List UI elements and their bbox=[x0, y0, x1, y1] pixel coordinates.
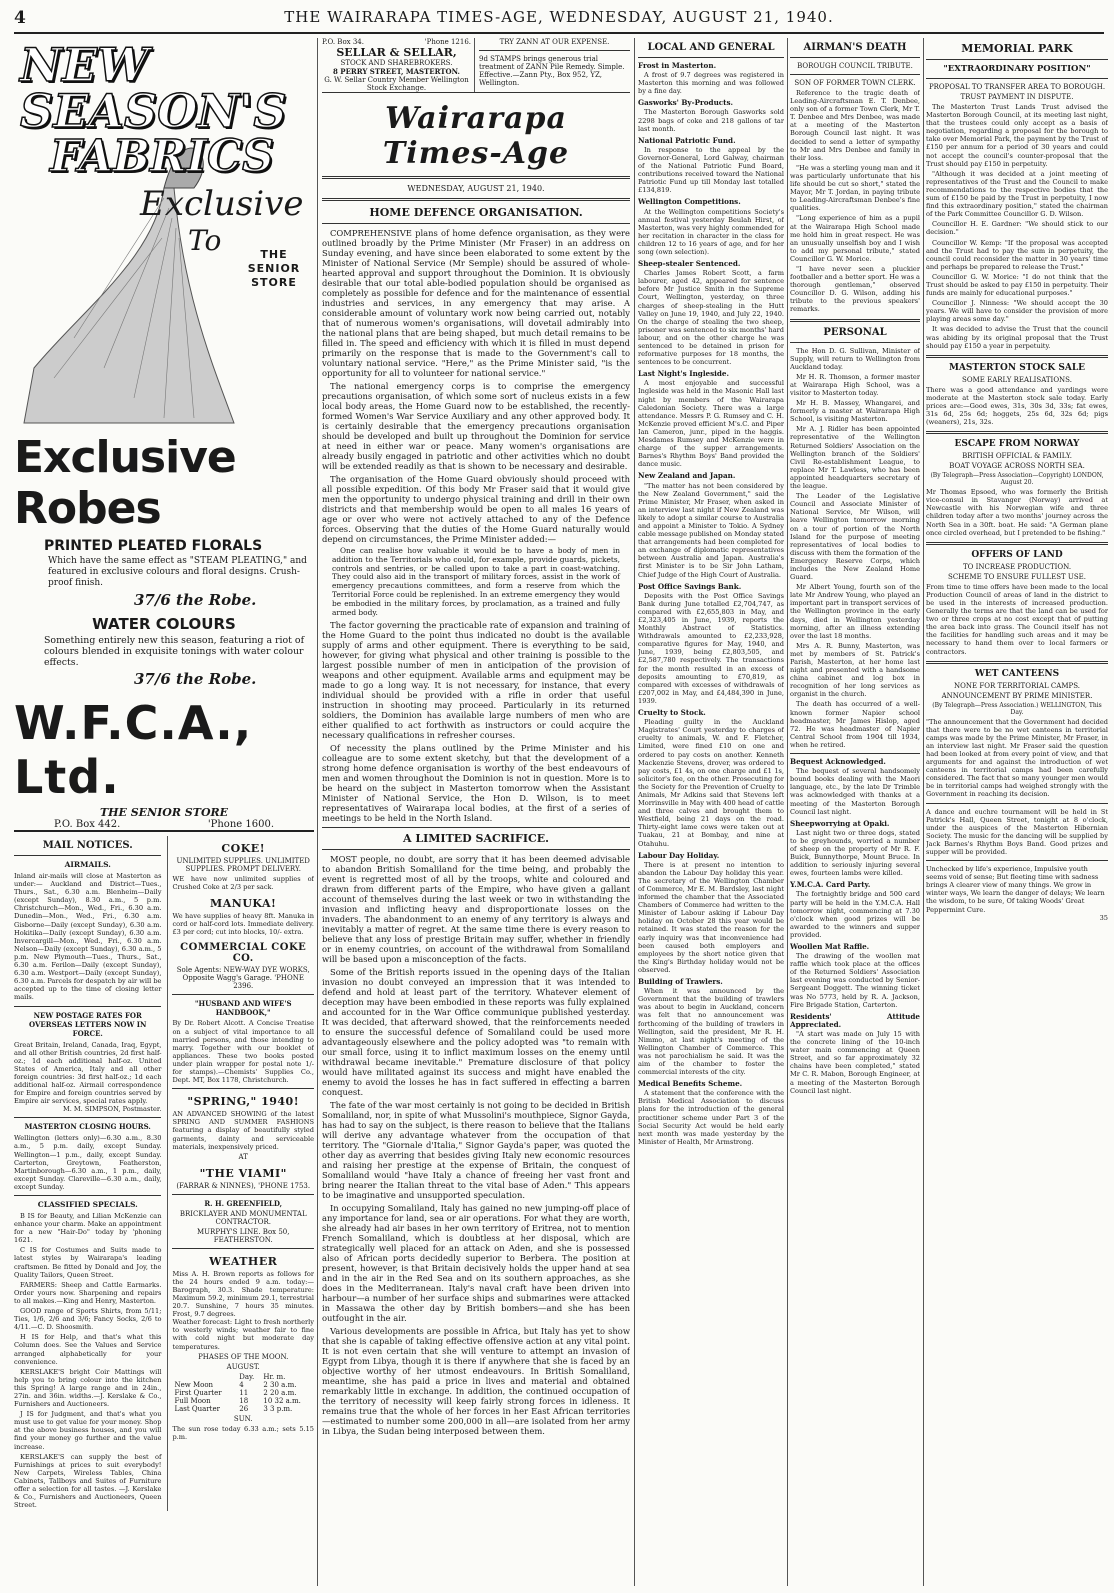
table-cell: Last Quarter bbox=[174, 1404, 220, 1413]
item-text: "A start was made on July 15 with the concrete lining of the 10-inch water main commencing at Queen Street, and so far approximately 32 chains have been completed," stated Mr C. R. Mabon, Borough Engineer, at a meeting of the Masterton Borough Council last night. bbox=[790, 1029, 920, 1095]
escape-text: Mr Thomas Epsoed, who was formerly the British vice-consul in Stavanger (Norway) arrived at Newcastle with his Norwegian wife and three children today after a two months' journey across the North Sea in a 30ft. boat. He said: "A German plane once circled overhead, but I pretended to be fishing." bbox=[926, 488, 1108, 537]
airman-title: AIRMAN'S DEATH bbox=[803, 42, 907, 53]
paragraph: Various developments are possible in Africa, but Italy has yet to show that she is capable of taking effective offensive action at any vital point. It is not even certain that she will venture to attempt an invasion of Egypt from Libya, though it is there if anywhere that she is faced by an objective worthy of her utmost endeavours. In British Somaliland, meantime, she has paid a price in lives and material and obtained remarkably little in exchange. In addition, the continued occupation of the territory of necessity will keep fairly strong forces in idleness. It remains true that the whole of her forces in her East African territories—estimated to number some 200,000 in all—are isolated from her army in Libya, the Sudan being interposed between them. bbox=[322, 1326, 630, 1437]
airmails-text: Inland air-mails will close at Masterton as under:— Auckland and District—Tues., Thurs., Sat., 6.30 a.m. Blenheim—Daily (except Sunday), 8.30 a.m., 5 p.m. Christchurch—Mon., Wed., Fri., 6.30 a.m. Dunedin—Mon., Wed., Fri., 6.30 a.m. Gisborne—Daily (except Sunday), 6.30 a.m. Hokitika—Daily (except Sunday), 6.30 a.m. Invercargill—Mon., Wed., Fri., 6.30 a.m. Nelson—Daily (except Sunday), 6.30 a.m., 5 p.m. New Plymouth—Tues., Thurs., Sat., 6.30 a.m. Ferilon—Daily (except Sunday), 6.30 a.m. Westport—Daily (except Sunday), 6.30 a.m. Parcels for despatch by air will be accepted up to the time of closing letter mails. bbox=[14, 872, 162, 1002]
weather-title: WEATHER bbox=[209, 1254, 278, 1268]
handbook-text: By Dr. Robert Alcott. A Concise Treatise on a subject of vital importance to all married persons, and those intending to marry. Together with our booklet of appliances. These two books posted under plain wrapper for postal note 1/- for stamps).—Chemists' Supplies Co., Dept. MT, Box 1178, Christchurch. bbox=[172, 1019, 314, 1085]
land-sub2: SCHEME TO ENSURE FULLEST USE. bbox=[948, 572, 1086, 581]
spring-at: AT bbox=[238, 1152, 248, 1161]
divider bbox=[926, 661, 1108, 664]
greenfield-name: R. H. GREENFIELD, bbox=[204, 1198, 283, 1208]
memorial-title: MEMORIAL PARK bbox=[961, 42, 1073, 55]
classified-item: H IS for Help, and that's what this Column does. See the Values and Service arranged alphabetically for your convenience. bbox=[14, 1333, 162, 1366]
paragraph: Councillor J. Ninness: "We should accept the 30 years. We will have to consider the provision of more playing areas some day." bbox=[926, 299, 1108, 324]
personal-body bbox=[790, 347, 920, 1095]
memorial-quote: "EXTRAORDINARY POSITION" bbox=[943, 64, 1091, 74]
table-cell bbox=[172, 1373, 237, 1381]
divider bbox=[14, 1117, 161, 1118]
item-text: Deposits with the Post Office Savings Bank during June totalled £2,704,747, as compared with £2,655,803 in May, and £2,323,405 in June, 1939, reports the Monthly Abstract of Statistics. Withdrawals amounted to £2,233,928, comparative figures for May, 1940, and June, 1939, being £2,803,505, and £2,587,780 respectively. The transactions for the month resulted in an excess of deposits amounting to £70,819, as compared with excesses of withdrawals of £207,002 in May, and £4,484,390 in June, 1939. bbox=[638, 591, 784, 705]
peppermint-poem: Unchecked by life's experience, Impulsive youth seems void of sense; But fleeting time with sadness brings A clearer view of many things. We grow in winter ways, We learn the danger of delays; We learn the wisdom, to be sure, Of taking Woods' Great Peppermint Cure. bbox=[926, 865, 1105, 914]
divider bbox=[14, 1006, 161, 1007]
zann-text: 9d STAMPS brings generous trial treatment of ZANN Pile Remedy. Simple. Effective.—Zann Pty., Box 952, YZ, Wellington. bbox=[479, 55, 625, 87]
postmaster-sign: M. M. SIMPSON, Postmaster. bbox=[62, 1105, 162, 1114]
masthead: Wairarapa Times-Age bbox=[382, 101, 570, 171]
paragraph: In occupying Somaliland, Italy has gained no new jumping-off place of any importance for land, sea or air operations. For what they are worth, she already had air bases in her own territory of Eritrea, not to mention French Somaliland, which is doubtless at her disposal, which are strategically well placed for an attack on Aden, and she is possessed also of African ports decidedly superior to Berbera. The position at present, however, is that Britain decisively holds the upper hand at sea and in the air in the Red Sea and on its southern approaches, as she does in the Mediterranean. Italy's naval craft have been driven into harbour—a number of her surface ships and submarines were attacked in Massawa the other day by British bombers—and she has been outfought in the air. bbox=[322, 1203, 630, 1324]
coke-agents: Sole Agents: NEW-WAY DYE WORKS, Opposite Wagg's Garage. 'PHONE 2396. bbox=[176, 966, 310, 991]
sellar-sub: STOCK AND SHAREBROKERS. bbox=[340, 59, 453, 67]
divider bbox=[322, 827, 630, 828]
classified-item: B IS for Beauty, and Lilian McKenzie can enhance your charm. Make an appointment for a new "Hair-Do" today by 'phoning 1621. bbox=[14, 1212, 162, 1245]
airman-sub2: SON OF FORMER TOWN CLERK. bbox=[794, 79, 916, 87]
item-heading: Wellington Competitions. bbox=[638, 197, 741, 207]
canteen-text: "The announcement that the Government had decided that there were to be no wet canteens in territorial camps was made by the Prime Minister, Mr Fraser, in an interview last night. Mr Fraser said the question had been looked at from every point of view, and that arguments for and against the introduction of wet canteens in territorial camps had been carefully considered. The fact that so many younger men would be in territorial camps had weighed strongly with the Government in reaching its decision. bbox=[926, 717, 1108, 799]
editorial-body-1 bbox=[322, 228, 630, 823]
running-title: THE WAIRARAPA TIMES-AGE, WEDNESDAY, AUGUST 21, 1940. bbox=[284, 8, 834, 26]
col1-lower bbox=[14, 836, 314, 1511]
paragraph: "He was a sterling young man and it was particularly unfortunate that his life should be cut so short," stated the Mayor, Mr T. Jordan, in paying tribute to Leading-Aircraftsman Denbee's fine qualities. bbox=[790, 163, 920, 213]
weather-forecast: Weather forecast: Light to fresh northerly to westerly winds; weather fair to fine with cold night but moderate day temperatures. bbox=[172, 1318, 314, 1351]
paragraph: MOST people, no doubt, are sorry that it has been deemed advisable to abandon British Somaliland for the time being, and probably the event is regretted most of all by the troops, white and coloured and drawn from different parts of the Empire, who have given a gallant account of themselves during the last week or two in withstanding the invasion and inflicting heavy and disproportionate losses on the invaders. The abandonment to an enemy of any territory is always and inevitably a matter of regret. At the same time there is every reason to believe that any loss of prestige Britain may suffer, whether in friendly or in enemy countries, on account of the withdrawal from Somaliland will be based upon a misconception of the facts. bbox=[322, 854, 630, 965]
table-cell: 4 bbox=[239, 1380, 244, 1389]
paragraph: Mrs A. R. Bunny, Masterton, was met by members of St. Patrick's Parish, Masterton, at her home last night and presented with a handsome china cabinet and log box in recognition of her long services as organist in the church. bbox=[790, 641, 920, 699]
weather-text: Miss A. H. Brown reports as follows for the 24 hours ended 9 a.m. today:—Barograph, 30.3. Shade temperature: Maximum 59.2, minimum 29.1, terrestrial 20.7. Sunshine, 7 hours 35 minutes. Frost, 9.7 degrees. bbox=[172, 1269, 314, 1319]
viami-sub: (FARRAR & NINNES), 'PHONE 1753. bbox=[176, 1181, 311, 1190]
viami-title: "THE VIAMI" bbox=[199, 1166, 287, 1180]
divider bbox=[322, 849, 630, 850]
table-row bbox=[172, 1389, 314, 1397]
paragraph: The factor governing the practicable rate of expansion and training of the Home Guard to the point thus indicated no doubt is the available supply of arms and other equipment. There is everything to be said, however, for giving what physical and other training is possible to the largest possible number of men in anticipation of the provision of weapons and other equipment. Available arms and equipment may be made to go a long way. It is not necessary, for instance, that every individual should be provided with a rifle in order that useful instruction in shooting may proceed. Particularly in its returned soldiers, the Dominion has available large numbers of men who are either qualified to act forthwith as instructors or could acquire the necessary qualifications in refresher courses. bbox=[322, 620, 630, 741]
table-cell: 18 bbox=[239, 1396, 249, 1405]
sellar-contact bbox=[322, 38, 471, 46]
postage-heading: NEW POSTAGE RATES FOR OVERSEAS LETTERS NOW IN FORCE. bbox=[29, 1010, 147, 1038]
fabrics-heading: FABRICS bbox=[50, 131, 274, 182]
classified-item: FARMERS: Sheep and Cattle Earmarks. Order yours now. Sharpening and repairs to all makes.—King and Henry, Masterton. bbox=[14, 1280, 162, 1305]
item-heading: Building of Trawlers. bbox=[638, 977, 723, 987]
column-memorial-park bbox=[926, 38, 1108, 1586]
item-text: At the Wellington competitions Society's annual festival yesterday Beulah Hirst, of Masterton, was very highly commended for her recitation in character in the class for children 12 to 16 years of age, and for her song (own selection). bbox=[638, 207, 784, 256]
new-seasons-heading: NEW SEASON'S bbox=[20, 38, 287, 138]
sellar-name: SELLAR & SELLAR, bbox=[336, 46, 457, 59]
escape-sub2: BOAT VOYAGE ACROSS NORTH SEA. bbox=[949, 462, 1085, 471]
table-cell: Hr. m. bbox=[263, 1372, 286, 1381]
table-cell: First Quarter bbox=[174, 1388, 222, 1397]
airman-body bbox=[790, 89, 920, 314]
item-text: A statement that the conference with the British Medical Association to discuss plans for the introduction of the general practitioner scheme under Part 3 of the Social Security Act would be held early next month was made yesterday by the Minister of Health, Mr Armstrong. bbox=[638, 1089, 784, 1146]
item-text: The fortnightly bridge and 500 card party will be held in the Y.M.C.A. Hall tomorrow night, commencing at 7.30 o'clock when good prizes will be awarded to the winners and supper provided. bbox=[790, 890, 920, 939]
paragraph: Mr H. B. Massey, Whangarei, and formerly a master at Wairarapa High School, is visiting Masterton. bbox=[790, 399, 920, 424]
divider bbox=[926, 860, 1108, 861]
divider bbox=[322, 198, 630, 201]
divider bbox=[14, 855, 161, 856]
item-heading: Frost in Masterton. bbox=[638, 61, 717, 70]
divider bbox=[172, 1194, 314, 1195]
greenfield-sub: BRICKLAYER AND MONUMENTAL CONTRACTOR. bbox=[179, 1209, 307, 1226]
paragraph: The fate of the war most certainly is not going to be decided in British Somaliland, nor, in spite of what Mussolini's mouthpiece, Signor Gayda, has had to say on the subject, is there reason to believe that the Italians will derive any advantage whatever from the occupation of that territory. The "Giornale d'Italia," Signor Gayda's paper, was quoted the other day as averring that besides giving Italy new economic resources and raising her prestige at the expense of Britain, the conquest of Somaliland would "have Italy a chance of freeing her vast front and bring nearer the Italian threat to the vital base of Aden." This appears to be imaginative and unsupported speculation. bbox=[322, 1100, 630, 1201]
divider bbox=[479, 50, 630, 51]
divider bbox=[926, 542, 1108, 545]
to-script: To bbox=[188, 224, 222, 257]
canteen-title: WET CANTEENS bbox=[974, 668, 1060, 679]
item-text: The bequest of several handsomely bound books dealing with the Maori language, etc., by the late Dr Trimble was acknowledged with thanks at a meeting of the Masterton Borough Council last night. bbox=[790, 767, 920, 816]
item-text: The Masterton Borough Gasworks sold 2298 bags of coke and 218 gallons of tar last month. bbox=[638, 108, 784, 133]
item-heading: Woollen Mat Raffle. bbox=[790, 942, 870, 951]
po-box: P.O. Box 442. bbox=[54, 819, 121, 830]
item-heading: National Patriotic Fund. bbox=[638, 135, 736, 145]
table-cell: Day. bbox=[239, 1372, 255, 1381]
item-heading: Gasworks' By-Products. bbox=[638, 98, 734, 108]
item-text: When it was announced by the Government that the building of trawlers was about to begin in Auckland, concern was felt that no announcement was forthcoming of the building of trawlers in Wellington, said the president, Mr R. H. Nimmo, at last night's meeting of the Wellington Chamber of Commerce. This was not parochialism he said. It was the aim of the chamber to foster the commercial interests of the city. bbox=[638, 987, 784, 1077]
mail-section bbox=[14, 836, 161, 1511]
divider bbox=[172, 1248, 314, 1249]
column-rule bbox=[787, 38, 788, 1586]
divider bbox=[322, 176, 630, 179]
stock-text: There was a good attendance and yardings were moderate at the Masterton stock sale today. Early prices are:—Good ewes, 31s, 30s 3d, 33s; fat ewes, 31s 6d, 25s 6d; hoggets, 25s 6d, 32s 6d; pigs (weaners), 21s, 32s. bbox=[926, 385, 1108, 427]
item-text: In response to the appeal by the Governor-General, Lord Galway, chairman of the National Patriotic Fund Board, contributions received toward the National Patriotic Fund up till Monday last totalled £134,819. bbox=[638, 145, 784, 195]
table-cell: 2 20 a.m. bbox=[263, 1388, 297, 1397]
paragraph: The organisation of the Home Guard obviously should proceed with all possible expedition. Of this body Mr Fraser said that it would give men the opportunity to undergo physical training and drill in their own districts and that membership would be open to all males 16 years of age or over who were not actively attached to any of the Defence forces. Observing that the duties of the Home Guard naturally would depend on circumstances, the Prime Minister added:— bbox=[322, 474, 630, 544]
paragraph: "I have never seen a pluckier footballer and a better sport. He was a thorough gentleman," observed Councillor D. G. Wilson, adding his tribute to the previous speakers' remarks. bbox=[790, 264, 920, 314]
florals-price: 37/6 the Robe. bbox=[134, 591, 257, 609]
editorial-date: WEDNESDAY, AUGUST 21, 1940. bbox=[407, 184, 545, 193]
classified-item: KERSLAKE'S can supply the best of Furnishings at prices to suit everybody! New Carpets, Wireless Tables, China Cabinets, Tallboys and Suites of Furniture offer a selection for all tastes. —J. Kerslake & Co., Furnishers and Auctioneers, Queen Street. bbox=[14, 1452, 162, 1510]
table-row bbox=[172, 1397, 314, 1405]
florals-text: Which have the same effect as "STEAM PLEATING," and featured in exclusive colours and floral designs. Crush-proof finish. bbox=[48, 556, 307, 588]
coke-sub: UNLIMITED SUPPLIES. UNLIMITED SUPPLIES. PROMPT DELIVERY. bbox=[176, 857, 310, 873]
exclusive-script: Exclusive bbox=[140, 184, 304, 224]
water-colours-text: Something entirely new this season, featuring a riot of colours blended in exquisite tonings with water colour effects. bbox=[44, 635, 305, 668]
canteen-sub: NONE FOR TERRITORIAL CAMPS. bbox=[954, 681, 1080, 690]
paragraph: Councillor W. Kemp: "If the proposal was accepted and the Trust had to pay the sum in perpetuity, the council could reconsider the matter in 30 years' time and perhaps be prepared to release the Trust." bbox=[926, 238, 1108, 271]
item-heading: Y.M.C.A. Card Party. bbox=[790, 880, 871, 890]
item-text: Last night two or three dogs, stated to be greyhounds, worried a number of sheep on the property of Mr R. F. Buick, Bunnythorpe, Mount Bruce. In addition to seriously injuring several ewes, fourteen lambs were killed. bbox=[790, 828, 920, 878]
item-heading: New Zealand and Japan. bbox=[638, 471, 736, 481]
land-title: OFFERS OF LAND bbox=[971, 549, 1063, 560]
paragraph: Mr A. J. Ridler has been appointed representative of the Wellington Returned Soldiers' Association on the Wellington branch of the Soldiers' Civil Re-establishment League, to replace Mr T. Lawless, who has been appointed headquarters secretary of the league. bbox=[790, 425, 920, 491]
divider bbox=[790, 57, 920, 58]
canteen-credit: (By Telegraph—Press Association.) WELLINGTON, This Day. bbox=[932, 701, 1102, 716]
item-heading: Medical Benefits Scheme. bbox=[638, 1079, 743, 1089]
zann-title: TRY ZANN AT OUR EXPENSE. bbox=[499, 38, 610, 46]
personal-title: PERSONAL bbox=[823, 326, 887, 338]
item-text: The drawing of the woollen mat raffle which took place at the offices of the Returned Soldiers' Association last evening was conducted by Senior-Sergeant Doggett. The winning ticket was No 5773, held by R. A. Jackson, Fire Brigade Station, Carterton. bbox=[790, 952, 920, 1009]
manuka-text: We have supplies of heavy 8ft. Manuka in cord or half-cord lots. Immediate delivery. £3 per cord; cut into blocks, 10/- extra. bbox=[172, 912, 314, 937]
memorial-body bbox=[926, 103, 1108, 350]
moon-month: AUGUST. bbox=[226, 1362, 260, 1371]
column-advert-mail bbox=[14, 38, 314, 1586]
paragraph: It was decided to advise the Trust that the council was abiding by its original proposal that the Trust should pay £150 a year in perpetuity. bbox=[926, 325, 1108, 350]
spring-title: "SPRING," 1940! bbox=[187, 1095, 300, 1109]
senior-store-tag: THE SENIOR STORE bbox=[247, 248, 301, 289]
table-cell: New Moon bbox=[174, 1380, 214, 1389]
dance-text: A dance and euchre tournament will be held in St Patrick's Hall, Queen Street, tonight at 8 o'clock, under the auspices of the Masterton Hibernian Society. The music for the dancing will be supplied by Jack Barnes's Rhythm Boys Band. Good prizes and supper will be provided. bbox=[926, 807, 1108, 856]
item-text: Charles James Robert Scott, a farm labourer, aged 42, appeared for sentence before Mr Justice Smith in the Supreme Court, Wellington, yesterday, on three charges of sheep-stealing in the Hutt Valley on June 19, 1940, and July 22, 1940. On the charge of stealing the two sheep, prisoner was sentenced to six months' hard labour, and on the other charge he was sentenced to be detained in prison for reformative purposes for 18 months, the sentences to be concurrent. bbox=[638, 269, 784, 367]
paragraph: Councillor H. E. Gardner: "We should stick to our decision." bbox=[926, 220, 1108, 237]
column-rule bbox=[634, 38, 635, 1586]
fabrics-advert bbox=[14, 38, 314, 428]
divider bbox=[172, 1088, 314, 1089]
block-quote: One can realise how valuable it would be to have a body of men in addition to the Territorials who could, for example, provide guards, pickets, controls and sentries, or be called upon to take a part in coast-watching. They could also aid in the transport of military forces, assist in the work of emergency precautions committees, and form a reserve from which the Territorial Force could be replenished. In an extreme emergency they would be embodied in the military forces, by proclamation, as a trained and fully armed body. bbox=[332, 546, 620, 617]
divider bbox=[638, 57, 784, 58]
editorial-body-2 bbox=[322, 854, 630, 1436]
item-heading: Labour Day Holiday. bbox=[638, 850, 720, 860]
sun-title: SUN. bbox=[233, 1414, 253, 1423]
paragraph: Reference to the tragic death of Leading-Aircraftsman E. T. Denbee, only son of a former Town Clerk, Mr T. T. Denbee and Mrs Denbee, was made at a meeting of the Masterton Borough Council last night. It was decided to send a letter of sympathy to Mr and Mrs Denbee and family in their loss. bbox=[790, 89, 920, 162]
top-ads bbox=[322, 38, 630, 93]
page-number: 4 bbox=[14, 8, 26, 28]
paragraph: The Leader of the Legislative Council and Associate Minister of National Service, Mr Wilson, will leave Wellington tomorrow morning on a tour of portion of the North Island for the purpose of meeting representatives of local bodies to discuss with them the formation of the Emergency Reserve Corps, which includes the New Zealand Home Guard. bbox=[790, 492, 920, 582]
paragraph: The national emergency corps is to comprise the emergency precautions organisation, of which some sort of nucleus exists in a few local body areas, the Home Guard now to be established, the recently-formed Women's War Service Auxiliary and any other approved body. It is certainly desirable that the emergency precautions organisation should be developed and built up throughout the Dominion for service at need in either war or peace. Many women's organisations are already busily engaged in patriotic and other activities which no doubt will be extended readily as that is shown to be necessary and desirable. bbox=[322, 381, 630, 471]
closing-text: Wellington (letters only)—6.30 a.m., 8.30 a.m., 5 p.m. daily, except Sunday. Wellington—1 p.m., daily, except Sunday. Carterton, Greytown, Featherston, Martinborough—6.30 a.m., 1 p.m., daily, except Sunday. Clareville—6.30 a.m., daily, except Sunday. bbox=[14, 1134, 162, 1191]
postage-text: Great Britain, Ireland, Canada, Iraq, Egypt, and all other British countries, 2d first half-oz.; 1d each additional half-oz. United States of America, Italy and all other foreign countries: 3d first half-oz.; 1d each additional half-oz. Airmail correspondence for Empire and foreign countries served by Empire air services, special rates apply. bbox=[14, 1040, 162, 1106]
sellar-ad bbox=[322, 38, 475, 92]
escape-credit: (By Telegraph—Press Association—Copyright) LONDON, August 20. bbox=[930, 472, 1104, 487]
column-local-general bbox=[638, 38, 784, 1586]
handbook-title: "HUSBAND AND WIFE'S HANDBOOK," bbox=[194, 999, 292, 1018]
paragraph: Mr Albert Young, fourth son of the late Mr Andrew Young, who played an important part in transport services of the Wellington province in the early days, died in Wellington yesterday morning, after an illness extending over the last 18 months. bbox=[790, 583, 920, 640]
spring-text: AN ADVANCED SHOWING of the latest SPRING AND SUMMER FASHIONS featuring a display of beautifully styled garments, dainty and serviceable materials, inexpensively priced. bbox=[172, 1110, 314, 1151]
item-heading: Cruelty to Stock. bbox=[638, 708, 706, 718]
item-heading: Post Office Savings Bank. bbox=[638, 581, 742, 591]
divider bbox=[790, 753, 920, 754]
coke-title: COKE! bbox=[221, 842, 266, 855]
water-colours-heading: WATER COLOURS bbox=[92, 615, 236, 633]
florals-heading: PRINTED PLEATED FLORALS bbox=[44, 538, 263, 554]
sun-text: The sun rose today 6.33 a.m.; sets 5.15 p.m. bbox=[172, 1424, 314, 1441]
item-text: There is at present no intention to abandon the Labour Day holiday this year. The secretary of the Wellington Chamber of Commerce, Mr E. M. Bardsley, last night informed the chamber that the Associated Chambers of Commerce had written to the Minister of Labour asking if Labour Day holiday on October 28 this year would be retained. It was stated the reason for the early inquiry was that inconvenience had been caused both employers and employees by the short notice given that the King's Birthday holiday would not be observed. bbox=[638, 860, 784, 974]
table-cell: 3 3 p.m. bbox=[263, 1404, 293, 1413]
column-airman-personal bbox=[790, 38, 920, 1586]
advert-contact bbox=[14, 819, 314, 832]
canteen-sub2: ANNOUNCEMENT BY PRIME MINISTER. bbox=[941, 691, 1093, 700]
greenfield-addr: MURPHY'S LINE. Box 50, FEATHERSTON. bbox=[196, 1227, 290, 1244]
column-rule bbox=[317, 38, 318, 1586]
item-text: "The matter has not been considered by the New Zealand Government," said the Prime Minister, Mr Fraser, when asked in an interview last night if New Zealand was likely to adopt a similar course to Australia and appoint a Minister to Tokio. A Sydney cable message published on Monday stated that arrangements had been completed for an exchange of diplomatic representatives between Australia and Japan. Australia's first Minister is to be Sir John Latham, Chief Judge of the High Court of Australia. bbox=[638, 481, 784, 579]
paragraph: The death has occurred of a well-known former Napier school headmaster, Mr James Hislop, aged 72. He was headmaster of Napier Central School from 1904 till 1934, when he retired. bbox=[790, 700, 920, 749]
item-text: A most enjoyable and successful Ingleside was held in the Masonic Hall last night by members of the Wairarapa Caledonian Society. There was a large attendance. Messrs P. G. Rumsey and C. H. McKenzie proved efficient M's.C. and Piper Ian Cameron, junr., piped in the haggis. Mesdames Rumsey and McKenzie were in charge of the supper arrangements. Barnes's Rhythm Boys' Band provided the dance music. bbox=[638, 379, 784, 469]
escape-sub: BRITISH OFFICIAL & FAMILY. bbox=[962, 452, 1072, 461]
zann-ad bbox=[475, 38, 630, 92]
table-cell: 2 30 a.m. bbox=[263, 1380, 297, 1389]
paragraph: "Long experience of him as a pupil at the Wairarapa High School made me hold him in great respect. He was an unusually unselfish boy and I wish to add my personal tribute," stated Councillor G. W. Morice. bbox=[790, 214, 920, 263]
divider bbox=[926, 431, 1108, 434]
wfca-logo: W.F.C.A., Ltd. bbox=[14, 696, 253, 804]
small-ads bbox=[167, 836, 314, 1511]
water-colours-price: 37/6 the Robe. bbox=[134, 670, 257, 688]
item-heading: Last Night's Ingleside. bbox=[638, 369, 729, 379]
airmails-heading: AIRMAILS. bbox=[64, 860, 111, 869]
sellar-phone: 'Phone 1216. bbox=[424, 38, 471, 46]
memorial-sub2: TRUST PAYMENT IN DISPUTE. bbox=[960, 93, 1074, 101]
classified-item: KERSLAKE'S bright Coir Mattings will help you to bring colour into the kitchen this Spring! A large range and in 24in., 27in. and 36in. widths.—J. Kerslake & Co., Furnishers and Auctioneers. bbox=[14, 1367, 162, 1409]
table-cell: 11 bbox=[239, 1388, 249, 1397]
land-sub: TO INCREASE PRODUCTION. bbox=[962, 562, 1072, 571]
paragraph: "Although it was decided at a joint meeting of representatives of the Trust and the Council to make recommendations to the respective bodies that the sum of £150 be paid by the Trust in perpetuity, I now find this extraordinary position," stated the chairman of the Park Committee Councillor G. D. Wilson. bbox=[926, 169, 1108, 219]
moon-title: PHASES OF THE MOON. bbox=[198, 1352, 289, 1361]
table-header-row bbox=[172, 1373, 314, 1381]
land-text: From time to time offers have been made to the local Production Council of areas of land in the district to be used in the interests of increased production. Generally the terms are that the land can be used for two or three crops at no cost except that of putting the area back into grass. The Council itself has not the facilities for handling such areas and it may be necessary to hand them over to local farmers or contractors. bbox=[926, 582, 1108, 656]
headline-block bbox=[20, 38, 310, 257]
coke-company: COMMERCIAL COKE CO. bbox=[180, 942, 307, 965]
editorial-title-1: HOME DEFENCE ORGANISATION. bbox=[369, 206, 583, 219]
divider bbox=[790, 319, 920, 322]
poem-number: 35 bbox=[1099, 913, 1108, 922]
column-editorial bbox=[322, 38, 630, 1586]
memorial-sub1: PROPOSAL TO TRANSFER AREA TO BOROUGH. bbox=[928, 83, 1106, 91]
paragraph: Councillor G. W. Morice: "I do not think that the Trust should be asked to pay £150 in perpetuity. Their funds are mainly for educational purposes." bbox=[926, 272, 1108, 298]
exclusive-robes-heading: Exclusive Robes bbox=[14, 432, 236, 534]
classified-list bbox=[14, 1212, 161, 1509]
item-heading: Bequest Acknowledged. bbox=[790, 757, 886, 767]
coke-text: WE have now unlimited supplies of Crushed Coke at 2/3 per sack. bbox=[172, 875, 314, 892]
table-row bbox=[172, 1405, 314, 1413]
item-heading: Sheep-stealer Sentenced. bbox=[638, 259, 741, 269]
item-text: A frost of 9.7 degrees was registered in Masterton this morning and was followed by a fine day. bbox=[638, 71, 784, 96]
stock-title: MASTERTON STOCK SALE bbox=[948, 362, 1086, 373]
divider bbox=[172, 994, 314, 995]
paragraph: COMPREHENSIVE plans of home defence organisation, as they were outlined broadly by the Prime Minister (Mr Fraser) in an address on Sunday evening, and have since been elaborated to some extent by the Minister of National Service (Mr Semple) should be assured of whole-hearted approval and support throughout the Dominion. It is obviously desirable that our total able-bodied population should be organised as completely as possible for defence and for the maintenance of essential industries and services, in any emergency that may arise. A considerable amount of voluntary work now being carried out, notably that of numerous women's organisations, will dovetail admirably into the national plans that are being shaped, but much detail remains to be filled in. The speed and efficiency with which it is filled in must depend primarily on the response that is made to the Government's call to voluntary national service. "Here," as the Prime Minister said, "is the opportunity for all to volunteer for national service." bbox=[322, 228, 630, 378]
moon-table bbox=[172, 1373, 314, 1413]
table-cell: 26 bbox=[239, 1404, 249, 1413]
paragraph: Of necessity the plans outlined by the Prime Minister and his colleague are to some extent sketchy, but that the development of a strong home defence organisation is worthy of the best endeavours of men and women throughout the Dominion is not in question. More is to be heard on the subject in Masterton tomorrow when the Assistant Minister of National Service, the Hon D. Wilson, is to meet representatives of Wairarapa local bodies, at the first of a series of meetings to be held in the North Island. bbox=[322, 743, 630, 824]
editorial-title-2: A LIMITED SACRIFICE. bbox=[403, 832, 549, 846]
manuka-title: MANUKA! bbox=[210, 897, 277, 911]
local-title: LOCAL AND GENERAL bbox=[647, 42, 775, 53]
divider bbox=[322, 223, 630, 224]
table-row bbox=[172, 1381, 314, 1389]
paragraph: Mr H. R. Thomson, a former master at Wairarapa High School, was a visitor to Masterton today. bbox=[790, 372, 920, 397]
divider bbox=[790, 74, 920, 75]
divider bbox=[926, 78, 1108, 79]
classified-heading: CLASSIFIED SPECIALS. bbox=[37, 1200, 138, 1209]
item-text: Pleading guilty in the Auckland Magistrates' Court yesterday to charges of cruelty to animals, W. and F. Fletcher, Limited, were fined £10 on one and ordered to pay costs on another. Kenneth Mackenzie Stevens, drover, was ordered to pay costs, £1 4s, on one charge and £1 1s, solicitor's fee, on the other. Prosecuting for the Society for the Prevention of Cruelty to Animals, Mr Adkins said that Stevens left Morrinsville in May with 400 head of cattle and three calves and brought them to Westfield, being 21 days on the road. Thirty-eight lame cows were taken out at Tuakau, 21 at Bombay, and nine at Otahuhu. bbox=[638, 718, 784, 848]
paragraph: Some of the British reports issued in the opening days of the Italian invasion no doubt conveyed an impression that it was intended to defend and hold at least part of the territory. Whatever element of deception may have been embodied in these reports was fully explained and accounted for in the War Office communique published yesterday. It was decided, that afterward showed, that the reinforcements needed to ensure the successful defence of Somaliland could be used more advantageously elsewhere and the policy adopted was "to remain with our small force, using it to inflict maximum losses on the enemy until withdrawal became inevitable." Premature disclosure of that policy would have militated against its success and might have enabled the enemy to avoid the losses he has in fact suffered in effecting a barren conquest. bbox=[322, 967, 630, 1098]
stock-sub: SOME EARLY REALISATIONS. bbox=[962, 375, 1072, 384]
sellar-address: 8 PERRY STREET, MASTERTON. bbox=[333, 67, 460, 76]
closing-heading: MASTERTON CLOSING HOURS. bbox=[24, 1122, 151, 1132]
paragraph: The Hon D. G. Sullivan, Minister of Supply, will return to Wellington from Auckland today. bbox=[790, 346, 920, 371]
column-rule bbox=[923, 38, 924, 1586]
paragraph: The Masterton Trust Lands Trust advised the Masterton Borough Council, at its meeting last night, that the trustees could only accept as a basis of negotiation, regarding a proposal for the borough to take over Memorial Park, the payment by the Trust of £150 per annum for a period of 30 years and could not accept the council's counter-proposal that the Trust should pay £150 in perpetuity. bbox=[926, 103, 1108, 168]
advert-phone: 'Phone 1600. bbox=[207, 819, 274, 830]
divider bbox=[926, 803, 1108, 804]
classified-item: C IS for Costumes and Suits made to latest styles by Wairarapa's leading craftsmen. Be fitted by Donald and Joy, the Quality Tailors, Queen Street. bbox=[14, 1246, 162, 1279]
airman-sub1: BOROUGH COUNCIL TRIBUTE. bbox=[797, 62, 913, 70]
item-heading: Residents' Attitude Appreciated. bbox=[790, 1011, 920, 1029]
divider bbox=[926, 59, 1108, 60]
divider bbox=[926, 355, 1108, 358]
table-cell: 10 32 a.m. bbox=[263, 1396, 301, 1405]
divider bbox=[790, 342, 920, 343]
local-list bbox=[638, 62, 784, 1146]
table-cell: Full Moon bbox=[174, 1396, 211, 1405]
classified-item: J IS for Judgment, and that's what you must use to get value for your money. Shop at the above business houses, and you will find your money go further and the value increase. bbox=[14, 1410, 162, 1451]
sellar-text: G. W. Sellar Country Member Wellington Stock Exchange. bbox=[324, 76, 469, 92]
item-heading: Sheepworrying at Opaki. bbox=[790, 818, 890, 828]
running-header bbox=[14, 8, 1104, 34]
sellar-box: P.O. Box 34. bbox=[322, 38, 364, 46]
senior-store-sub: THE SENIOR STORE bbox=[99, 806, 229, 819]
divider bbox=[14, 1195, 161, 1196]
escape-title: ESCAPE FROM NORWAY bbox=[954, 439, 1080, 450]
classified-item: GOOD range of Sports Shirts, from 5/11; Ties, 1/6, 2/6 and 3/6; Fancy Socks, 2/6 to 4/11.—C. D. Shoosmith. bbox=[14, 1307, 162, 1332]
mail-title: MAIL NOTICES. bbox=[42, 840, 133, 851]
